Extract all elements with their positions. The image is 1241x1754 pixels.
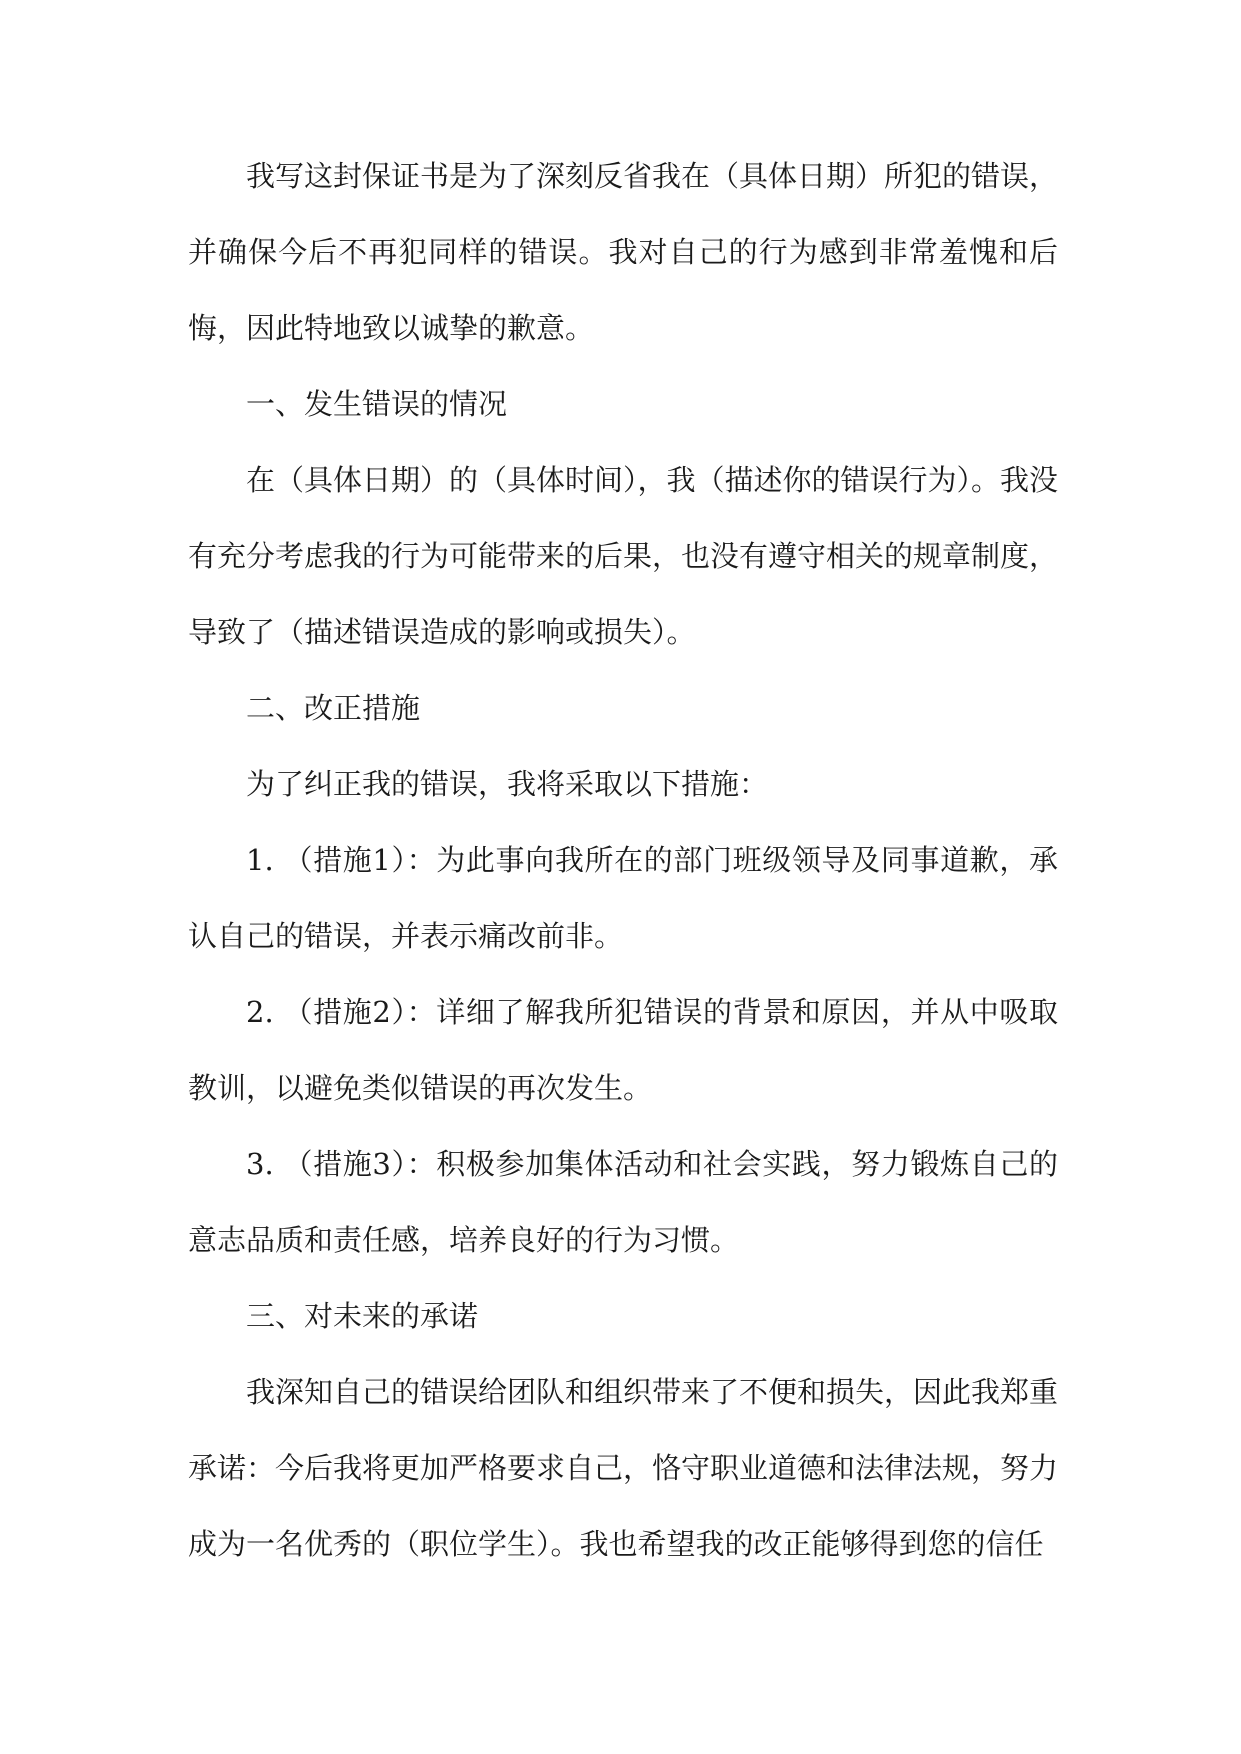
section-heading-situation: 一、发生错误的情况 [246, 387, 508, 421]
situation-paragraph: 在（具体日期）的（具体时间），我（描述你的错误行为）。我没有充分考虑我的行为可能带来的后果，也没有遵守相关的规章制度，导致了（描述错误造成的影响或损失）。 [188, 463, 1059, 649]
intro-paragraph: 我写这封保证书是为了深刻反省我在（具体日期）所犯的错误，并确保今后不再犯同样的错误。我对自己的行为感到非常羞愧和后悔，因此特地致以诚挚的歉意。 [188, 159, 1059, 345]
measure-item-2: 2. （措施2）：详细了解我所犯错误的背景和原因，并从中吸取教训，以避免类似错误的再次发生。 [188, 995, 1058, 1105]
measure-item-1: 1. （措施1）：为此事向我所在的部门班级领导及同事道歉，承认自己的错误，并表示痛改前非。 [188, 843, 1058, 953]
measures-intro-paragraph: 为了纠正我的错误，我将采取以下措施： [246, 767, 769, 801]
section-heading-measures: 二、改正措施 [246, 691, 421, 725]
measure-item-3: 3. （措施3）：积极参加集体活动和社会实践，努力锻炼自己的意志品质和责任感，培养良好的行为习惯。 [188, 1147, 1058, 1257]
promise-paragraph: 我深知自己的错误给团队和组织带来了不便和损失，因此我郑重承诺：今后我将更加严格要求自己，恪守职业道德和法律法规，努力成为一名优秀的（职位学生）。我也希望我的改正能够得到您的信任 [188, 1375, 1059, 1561]
document-body [188, 138, 1058, 1582]
section-heading-promise: 三、对未来的承诺 [246, 1299, 479, 1333]
